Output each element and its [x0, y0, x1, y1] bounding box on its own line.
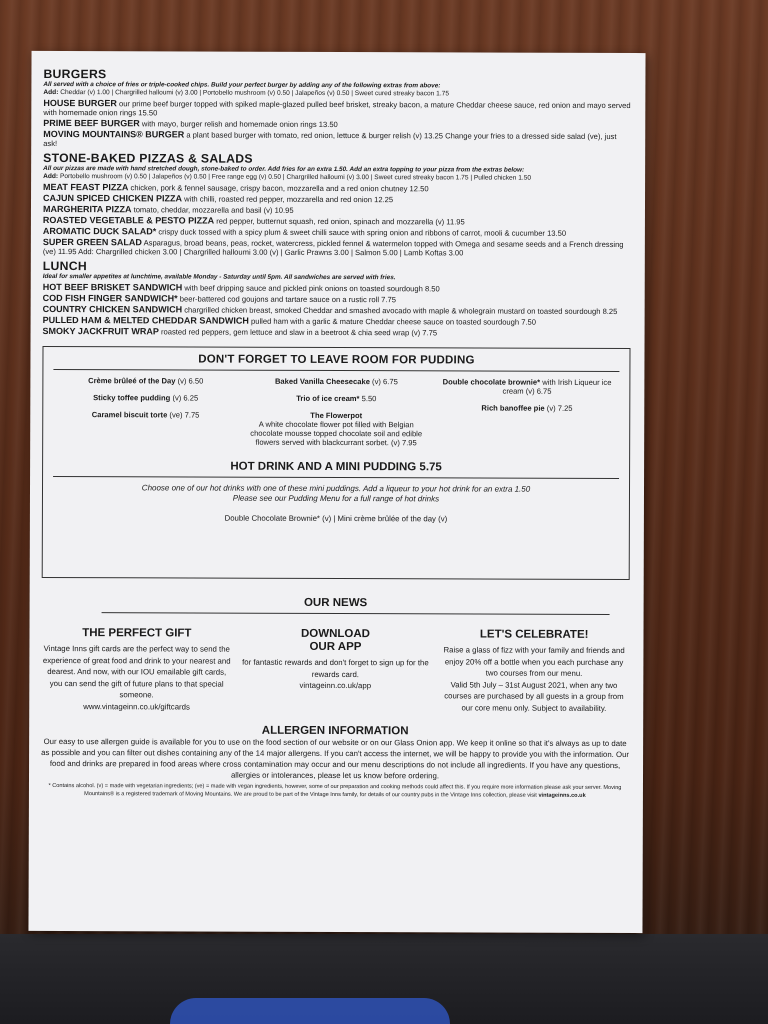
pudding-item — [53, 393, 238, 403]
divider — [53, 476, 619, 479]
pudding-name: Caramel biscuit torte — [91, 410, 168, 420]
pudding-item — [435, 377, 620, 396]
divider — [102, 612, 610, 615]
app-link[interactable]: vintageinn.co.uk/app — [299, 680, 372, 691]
hot-drink-desc-2: Please see our Pudding Menu for a full range of hot drinks — [232, 493, 440, 504]
item-name: SUPER GREEN SALAD — [42, 236, 142, 248]
item-desc: with mayo, burger relish and homemade onion rings 13.50 — [141, 119, 338, 130]
item-desc: with beef dripping sauce and pickled pink onions on toasted sourdough 8.50 — [184, 283, 440, 294]
news-title: OUR NEWS — [303, 596, 368, 610]
pudding-name: Crème brûleé of the Day — [88, 376, 176, 386]
pudding-item — [244, 377, 429, 387]
pudding-name: Sticky toffee pudding — [93, 393, 171, 403]
menu-item — [43, 130, 631, 150]
news-gift — [41, 627, 232, 713]
pudding-title: DON'T FORGET TO LEAVE ROOM FOR PUDDING — [198, 353, 475, 367]
pudding-name: Rich banoffee pie — [481, 403, 545, 413]
pizzas-extras — [43, 173, 631, 183]
app-text: for fantastic rewards and don't forget to sign up for the rewards card. — [242, 657, 429, 679]
item-name: COD FISH FINGER SANDWICH* — [42, 292, 178, 304]
pudding-column-1 — [53, 376, 238, 455]
pizzas-title: STONE-BAKED PIZZAS & SALADS — [43, 150, 253, 166]
pudding-grid — [53, 376, 619, 456]
celebrate-text: Raise a glass of fizz with your family and friends and enjoy 20% off a bottle when you each purchase any two courses from our menu. — [443, 645, 625, 678]
allergen-text: Our easy to use allergen guide is available for you to use on the food section of our website or on our Glass Onion app. We keep it online so that it's always as up to date as possible and you can filter out dishes containing any of the 14 major allergens. If you can't access the internet, we will be happy to provide you with the information. Our food and drinks are prepared in food areas where cross contamination may occur and our menu descriptions do not include all ingredients. If you have any questions, allergies or intolerances, please let us know before ordering. — [41, 736, 630, 781]
burgers-section — [43, 67, 631, 150]
item-name: MOVING MOUNTAINS® BURGER — [43, 128, 185, 140]
news-app — [240, 628, 431, 714]
menu-item — [43, 238, 631, 258]
burgers-title: BURGERS — [43, 66, 107, 82]
menu-item — [43, 327, 631, 338]
burgers-extras — [43, 89, 631, 99]
lunch-title: LUNCH — [42, 258, 87, 274]
pudding-item — [244, 394, 429, 404]
item-name: MARGHERITA PIZZA — [42, 203, 132, 215]
item-name: HOT BEEF BRISKET SANDWICH — [42, 281, 183, 293]
pudding-name: Trio of ice cream* — [296, 393, 360, 404]
gift-text: Vintage Inns gift cards are the perfect way to send the experience of great food and drink to your nearest and dearest. And now, with our IOU emailable gift cards, you can send the gift of future plans to that special someone. — [42, 643, 231, 700]
celebrate-valid: Valid 5th July – 31st August 2021, when any two courses are purchased by all guests in a group from our core menu only. Subject to availability. — [444, 679, 624, 713]
item-name: CAJUN SPICED CHICKEN PIZZA — [43, 192, 183, 204]
item-desc: a plant based burger with tomato, red onion, lettuce & burger relish (v) 13.25 Change your fries to a dressed side salad (ve), just ask! — [43, 130, 617, 149]
item-desc: roasted red peppers, gem lettuce and slaw in a beetroot & chia seed wrap (v) 7.75 — [161, 327, 438, 338]
pudding-item — [244, 411, 429, 448]
pudding-item — [435, 403, 620, 413]
app-title — [240, 628, 431, 655]
app-title-line-1: DOWNLOAD — [300, 627, 371, 641]
pudding-item — [53, 376, 238, 386]
footnote-text: * Contains alcohol. (v) = made with vegetarian ingredients; (ve) = made with vegan ingredients, however, some of our preparation and cooking methods could affect this. If you require more information please ask your server. Moving Mountains® is a registered trademark of Moving Mountains. We are proud to be part of the Vintage Inns family, for details of our country pubs in the Vintage Inns collection, please visit — [48, 782, 622, 799]
pudding-item — [53, 410, 238, 420]
pudding-price: (ve) 7.75 — [169, 410, 200, 420]
burgers-extras-label: Add: — [43, 88, 59, 97]
lunch-section — [43, 259, 631, 338]
pudding-name: The Flowerpot — [310, 410, 363, 421]
pizzas-extras-text: Portobello mushroom (v) 0.50 | Jalapeños (v) 0.50 | Free range egg (v) 0.50 | Chargrilled halloumi (v) 3.00 | Sweet cured streaky bacon 1.75 | Pulled chicken 1.50 — [59, 173, 532, 182]
divider — [53, 369, 619, 372]
item-name: PULLED HAM & MELTED CHEDDAR SANDWICH — [42, 314, 249, 326]
allergen-footnote — [41, 782, 629, 800]
pizzas-section — [43, 151, 631, 258]
pudding-price: 5.50 — [361, 394, 377, 404]
pudding-price: (v) 6.75 — [372, 377, 398, 387]
item-desc: beer-battered cod goujons and tartare sauce on a rustic roll 7.75 — [179, 294, 396, 305]
item-desc: pulled ham with a garlic & mature Cheddar cheese sauce on toasted sourdough 7.50 — [251, 316, 537, 327]
item-desc: Asparagus, broad beans, peas, rocket, watercress, pickled fennel & watermelon topped with Omega and sesame seeds and a French dressing (ve) 11.95 Add: Chargrilled chicken 3.00 | Chargrilled halloumi 3.00 (v) | Garlic Prawns 3.00 | Salmon 5.00 | Lamb Koftas 3.00 — [42, 238, 624, 258]
pudding-name: Baked Vanilla Cheesecake — [274, 376, 370, 387]
lunch-note: Ideal for smaller appetites at lunchtime, available Monday - Saturday until 5pm. All sandwiches are served with fries. — [42, 272, 396, 282]
footnote-link[interactable]: vintageinns.co.uk — [538, 792, 586, 799]
menu-sheet — [28, 51, 645, 933]
item-desc: chargrilled chicken breast, smoked Cheddar and smashed avocado with maple & wholegrain mustard on toasted sourdough 8.25 — [184, 305, 618, 316]
pizzas-note: All our pizzas are made with hand stretched dough, stone-baked to order. Add fries for an extra 1.50. Add an extra topping to your pizza from the extras below: — [43, 164, 525, 174]
allergen-title: ALLERGEN INFORMATION — [261, 724, 409, 738]
blue-object — [170, 998, 450, 1024]
pudding-column-2 — [244, 377, 429, 456]
burgers-extras-text: Cheddar (v) 1.00 | Chargrilled halloumi (v) 3.00 | Portobello mushroom (v) 0.50 | Jalapeños (v) 0.50 | Sweet cured streaky bacon 1.75 — [60, 89, 450, 98]
pudding-price: (v) 6.50 — [177, 376, 204, 386]
menu-item — [43, 99, 631, 119]
item-name: MEAT FEAST PIZZA — [43, 181, 129, 193]
pudding-box — [42, 346, 631, 580]
hot-drink-title: HOT DRINK AND A MINI PUDDING 5.75 — [230, 460, 442, 474]
news-celebrate — [439, 628, 630, 714]
item-name: HOUSE BURGER — [43, 97, 117, 109]
item-desc: with chilli, roasted red pepper, mozzarella and red onion 12.25 — [184, 194, 394, 205]
gift-title: THE PERFECT GIFT — [82, 627, 192, 640]
pudding-price: (v) 6.25 — [172, 393, 199, 403]
item-name: COUNTRY CHICKEN SANDWICH — [42, 303, 183, 315]
item-desc: our prime beef burger topped with spiked maple-glazed pulled beef brisket, streaky bacon, a mature Cheddar cheese sauce, red onion and mayo served with homemade onion rings 15.50 — [43, 99, 631, 118]
item-desc: crispy duck tossed with a spicy plum & sweet chilli sauce with spring onion and ribbons of carrot, mooli & cucumber 13.50 — [158, 227, 567, 238]
pudding-name: Double chocolate brownie* — [442, 377, 541, 387]
hot-drink-items: Double Chocolate Brownie* (v) | Mini crème brûlée of the day (v) — [224, 513, 448, 524]
news-grid — [41, 627, 629, 714]
gift-link[interactable]: www.vintageinn.co.uk/giftcards — [83, 701, 190, 711]
item-name: AROMATIC DUCK SALAD* — [42, 225, 157, 237]
pudding-price: (v) 7.25 — [546, 403, 573, 413]
item-desc: tomato, cheddar, mozzarella and basil (v) 10.95 — [133, 205, 294, 215]
hot-drink-desc-1: Choose one of our hot drinks with one of these mini puddings. Add a liqueur to your hot drink for an extra 1.50 — [141, 483, 531, 494]
item-name: ROASTED VEGETABLE & PESTO PIZZA — [42, 214, 215, 226]
item-name: PRIME BEEF BURGER — [43, 117, 140, 129]
burgers-note: All served with a choice of fries or triple-cooked chips. Build your perfect burger by adding any of the following extras from above: — [43, 80, 441, 90]
item-desc: chicken, pork & fennel sausage, crispy bacon, mozzarella and a red onion chutney 12.50 — [130, 183, 429, 194]
pizzas-extras-label: Add: — [43, 172, 59, 181]
pudding-price: A white chocolate flower pot filled with Belgian chocolate mousse topped chocolate soil and edible flowers served with blackcurrant sorbet. (v) 7.95 — [250, 419, 423, 448]
pudding-column-3 — [434, 377, 619, 456]
pudding-price: with Irish Liqueur ice cream (v) 6.75 — [502, 377, 612, 396]
item-desc: red pepper, butternut squash, red onion, spinach and mozzarella (v) 11.95 — [216, 216, 465, 227]
app-title-line-2: OUR APP — [309, 640, 362, 654]
item-name: SMOKY JACKFRUIT WRAP — [42, 325, 159, 337]
celebrate-title: LET'S CELEBRATE! — [479, 628, 589, 641]
